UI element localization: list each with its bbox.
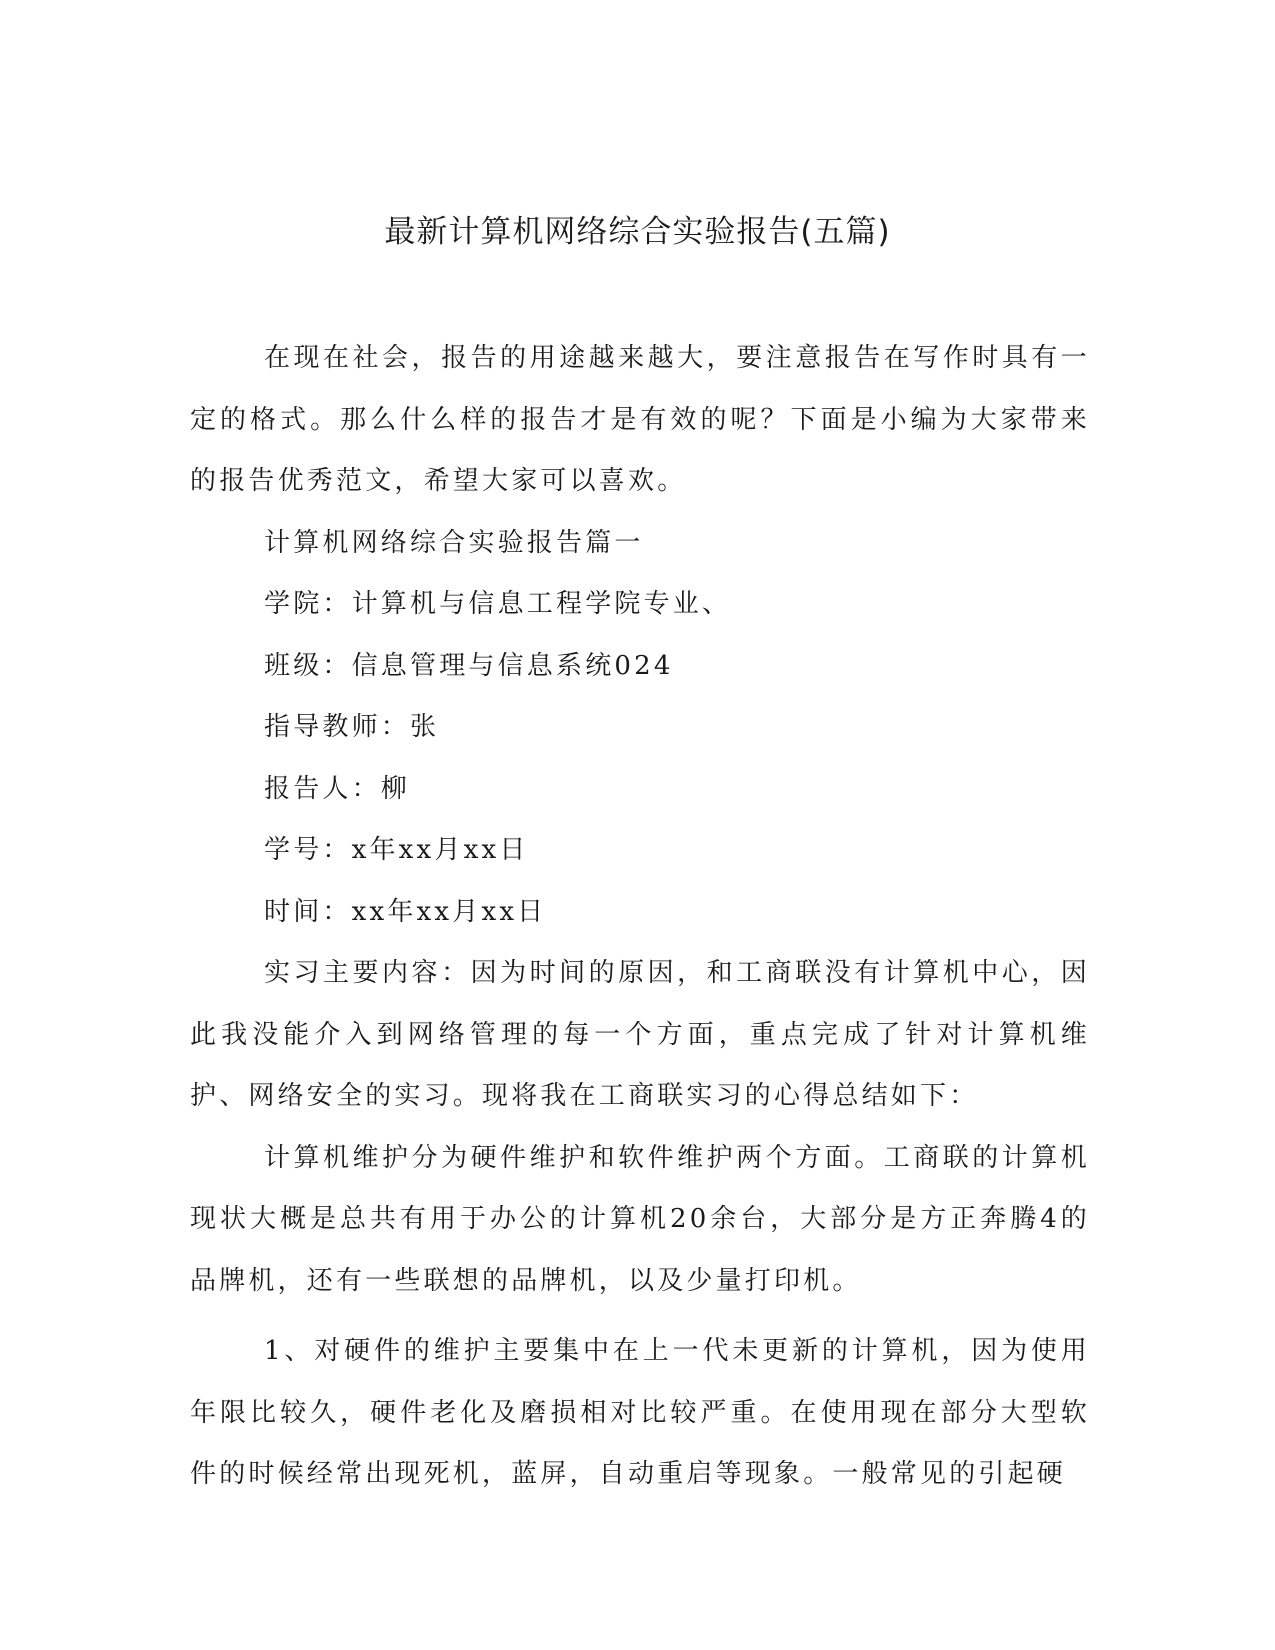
student-id-line: 学号：x年xx月xx日	[264, 835, 529, 865]
section-heading: 计算机网络综合实验报告篇一	[264, 527, 644, 558]
time-line: 时间：xx年xx月xx日	[264, 896, 547, 927]
hardware-paragraph: 1、对硬件的维护主要集中在上一代未更新的计算机，因为使用年限比较久，硬件老化及磨损相对比较严重。在使用现在部分大型软件的时候经常出现死机，蓝屏，自动重启等现象。一般常见的引起硬	[190, 1336, 1090, 1489]
intro-paragraph: 在现在社会，报告的用途越来越大，要注意报告在写作时具有一定的格式。那么什么样的报告才是有效的呢？下面是小编为大家带来的报告优秀范文，希望大家可以喜欢。	[190, 343, 1090, 496]
document-body	[190, 328, 1090, 1506]
college-line: 学院：计算机与信息工程学院专业、	[264, 589, 732, 619]
reporter-line: 报告人：柳	[264, 773, 411, 804]
maintenance-paragraph: 计算机维护分为硬件维护和软件维护两个方面。工商联的计算机现状大概是总共有用于办公的计算机20余台，大部分是方正奔腾4的品牌机，还有一些联想的品牌机，以及少量打印机。	[190, 1142, 1090, 1296]
class-line: 班级：信息管理与信息系统024	[264, 650, 674, 681]
internship-content-paragraph: 实习主要内容：因为时间的原因，和工商联没有计算机中心，因此我没能介入到网络管理的每一个方面，重点完成了针对计算机维护、网络安全的实习。现将我在工商联实习的心得总结如下：	[190, 958, 1090, 1111]
document-title: 最新计算机网络综合实验报告(五篇)	[384, 214, 891, 250]
instructor-line: 指导教师：张	[264, 712, 440, 742]
